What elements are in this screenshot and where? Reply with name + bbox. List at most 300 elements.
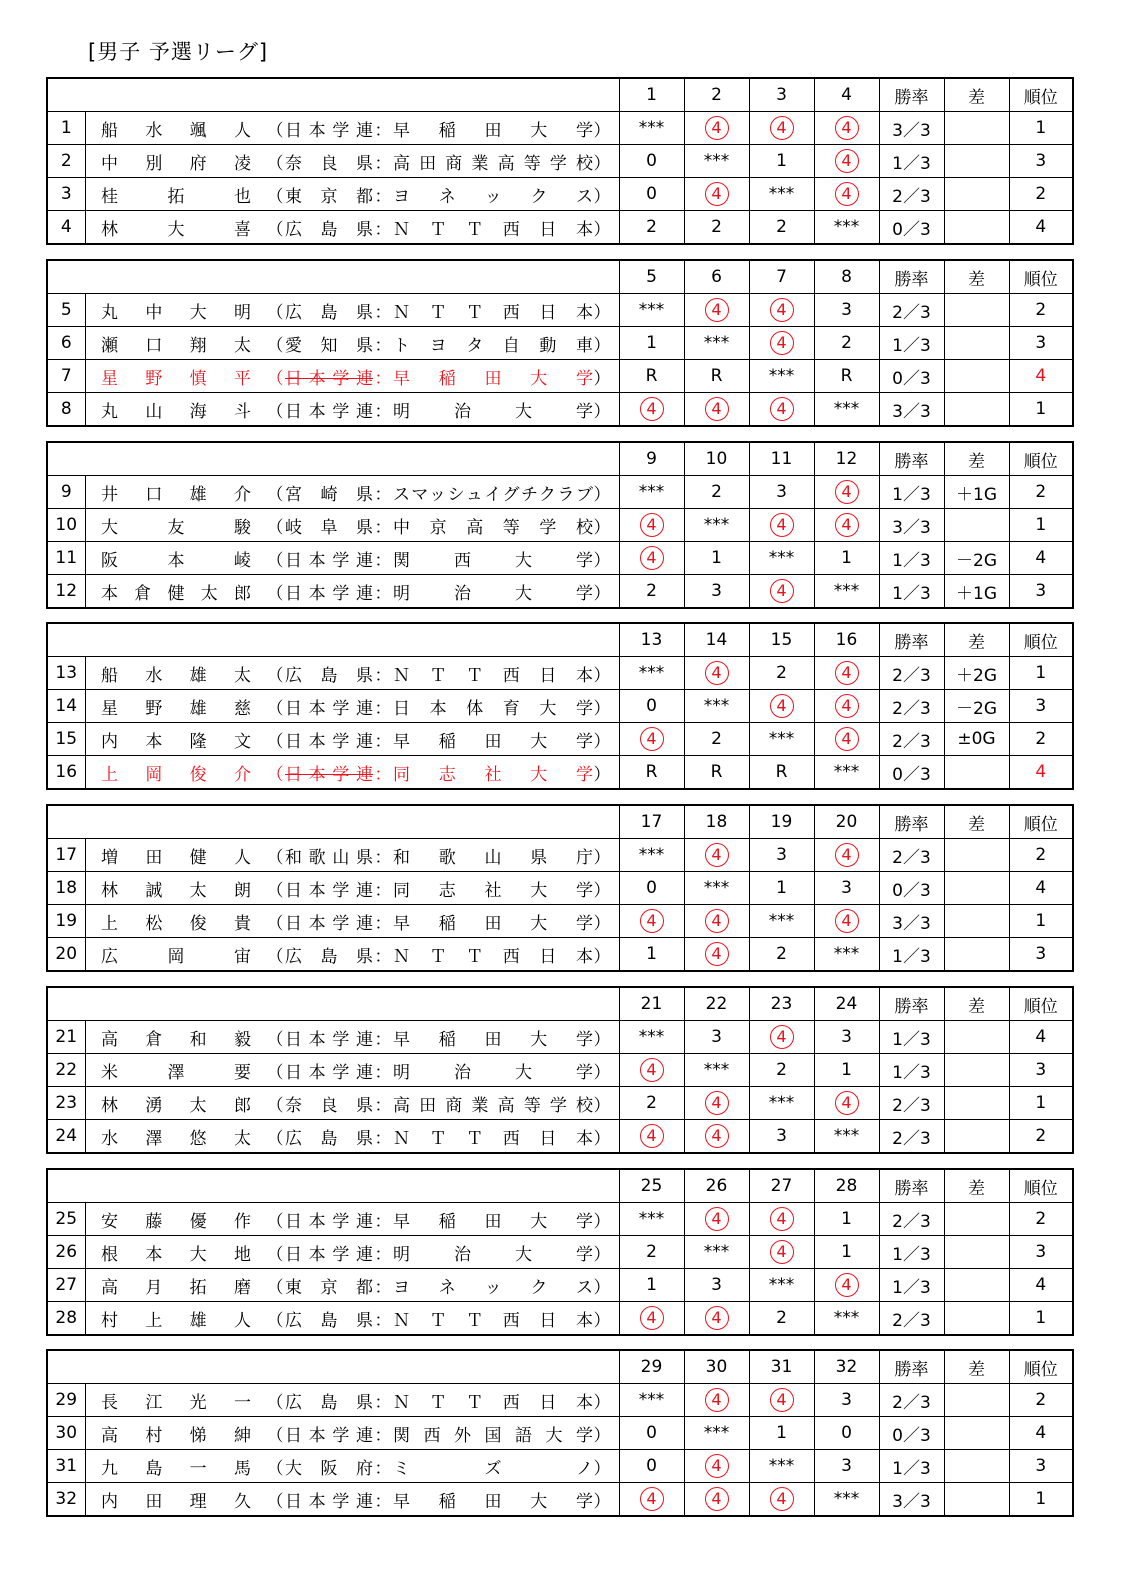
match-result — [684, 1054, 749, 1087]
rank: 4 — [1009, 542, 1073, 575]
match-result — [684, 938, 749, 972]
player-row — [47, 839, 1073, 872]
rank: 3 — [1009, 1054, 1073, 1087]
separator: ： — [374, 946, 392, 967]
column-number: 22 — [684, 987, 749, 1021]
win-mark: 4 — [770, 1207, 794, 1231]
win-rate: 3／3 — [879, 393, 944, 427]
result-value: 1 — [711, 548, 722, 568]
match-result — [749, 1384, 814, 1417]
match-result — [684, 1269, 749, 1302]
player-name: 上岡俊介 — [101, 764, 251, 785]
result-value: *** — [768, 548, 795, 568]
player-number: 24 — [47, 1120, 85, 1154]
paren-close: ） — [593, 764, 611, 785]
game-diff — [944, 938, 1009, 972]
match-result — [619, 690, 684, 723]
match-result — [619, 1417, 684, 1450]
league-group-table — [46, 1168, 1074, 1336]
rank: 1 — [1009, 1302, 1073, 1336]
player-affiliation: 関西大学 — [393, 550, 593, 571]
rank: 2 — [1009, 294, 1073, 327]
player-row — [47, 542, 1073, 575]
result-value: 3 — [711, 1027, 722, 1047]
paren-open: （ — [266, 120, 284, 141]
match-result — [814, 872, 879, 905]
win-mark: 4 — [835, 727, 859, 751]
player-number: 31 — [47, 1450, 85, 1483]
player-info — [85, 542, 619, 575]
player-prefecture: 日本学連 — [285, 401, 373, 422]
player-row — [47, 294, 1073, 327]
game-diff — [944, 1384, 1009, 1417]
match-result — [619, 1120, 684, 1154]
player-affiliation: ヨネックス — [393, 1277, 593, 1298]
game-diff — [944, 1120, 1009, 1154]
player-number: 30 — [47, 1417, 85, 1450]
paren-open: （ — [266, 764, 284, 785]
result-value: *** — [768, 729, 795, 749]
game-diff: ＋1G — [944, 476, 1009, 509]
match-result — [619, 905, 684, 938]
player-info — [85, 112, 619, 145]
match-result — [814, 1417, 879, 1450]
result-value: *** — [833, 1308, 860, 1328]
column-number: 6 — [684, 260, 749, 294]
paren-open: （ — [266, 1211, 284, 1232]
player-name: 林誠太朗 — [101, 880, 251, 901]
game-diff — [944, 294, 1009, 327]
diff-header: 差 — [944, 442, 1009, 476]
column-number: 5 — [619, 260, 684, 294]
player-name: 長江光一 — [101, 1392, 251, 1413]
player-affiliation: 日本体育大学 — [393, 698, 593, 719]
paren-open: （ — [266, 335, 284, 356]
game-diff — [944, 1236, 1009, 1269]
column-number: 7 — [749, 260, 814, 294]
win-mark: 4 — [770, 331, 794, 355]
result-value: 2 — [776, 217, 787, 237]
win-mark: 4 — [640, 397, 664, 421]
win-mark: 4 — [640, 1487, 664, 1511]
player-affiliation: 高田商業高等学校 — [393, 1095, 593, 1116]
result-value: *** — [833, 581, 860, 601]
player-row — [47, 1483, 1073, 1517]
player-number: 6 — [47, 327, 85, 360]
result-value: 3 — [711, 581, 722, 601]
result-value: 3 — [841, 1027, 852, 1047]
win-rate: 0／3 — [879, 360, 944, 393]
rank: 1 — [1009, 1087, 1073, 1120]
separator: ： — [374, 1310, 392, 1331]
paren-close: ） — [593, 1128, 611, 1149]
league-group-table — [46, 441, 1074, 609]
separator: ： — [374, 1128, 392, 1149]
result-value: 3 — [776, 845, 787, 865]
win-mark: 4 — [770, 1388, 794, 1412]
win-mark: 4 — [705, 1306, 729, 1330]
result-value: 1 — [841, 1209, 852, 1229]
paren-open: （ — [266, 583, 284, 604]
player-name: 林大喜 — [101, 219, 251, 240]
match-result — [619, 476, 684, 509]
separator: ： — [374, 153, 392, 174]
paren-close: ） — [593, 1392, 611, 1413]
game-diff — [944, 1087, 1009, 1120]
result-value: 1 — [776, 878, 787, 898]
win-mark: 4 — [705, 843, 729, 867]
result-value: 2 — [776, 944, 787, 964]
player-name: 瀬口翔太 — [101, 335, 251, 356]
match-result — [749, 327, 814, 360]
result-value: R — [840, 366, 853, 386]
separator: ： — [374, 186, 392, 207]
player-number: 25 — [47, 1203, 85, 1236]
rank: 1 — [1009, 112, 1073, 145]
win-mark: 4 — [770, 1025, 794, 1049]
player-info — [85, 1087, 619, 1120]
separator: ： — [374, 401, 392, 422]
separator: ： — [374, 665, 392, 686]
column-number: 20 — [814, 805, 879, 839]
player-row — [47, 476, 1073, 509]
match-result — [749, 360, 814, 393]
win-mark: 4 — [640, 727, 664, 751]
paren-close: ） — [593, 847, 611, 868]
match-result — [619, 145, 684, 178]
player-name: 阪本崚 — [101, 550, 251, 571]
paren-open: （ — [266, 1491, 284, 1512]
player-number: 16 — [47, 756, 85, 790]
separator: ： — [374, 335, 392, 356]
player-affiliation: 早稲田大学 — [393, 1029, 593, 1050]
player-info — [85, 872, 619, 905]
column-number: 24 — [814, 987, 879, 1021]
match-result — [749, 1054, 814, 1087]
player-prefecture: 奈良県 — [285, 1095, 373, 1116]
player-row — [47, 145, 1073, 178]
player-row — [47, 1269, 1073, 1302]
player-number: 23 — [47, 1087, 85, 1120]
player-prefecture: 広島県 — [285, 946, 373, 967]
separator: ： — [374, 1425, 392, 1446]
diff-header: 差 — [944, 805, 1009, 839]
rank: 1 — [1009, 905, 1073, 938]
separator: ： — [374, 219, 392, 240]
player-name: 上松俊貴 — [101, 913, 251, 934]
diff-header: 差 — [944, 260, 1009, 294]
paren-close: ） — [593, 120, 611, 141]
rank-header: 順位 — [1009, 78, 1073, 112]
player-name: 広岡宙 — [101, 946, 251, 967]
player-number: 19 — [47, 905, 85, 938]
player-name: 大友駿 — [101, 517, 251, 538]
player-row — [47, 575, 1073, 609]
match-result — [749, 905, 814, 938]
column-number: 29 — [619, 1350, 684, 1384]
match-result — [684, 509, 749, 542]
player-number: 32 — [47, 1483, 85, 1517]
result-value: 2 — [841, 333, 852, 353]
player-number: 12 — [47, 575, 85, 609]
match-result — [684, 327, 749, 360]
win-rate: 2／3 — [879, 1087, 944, 1120]
win-mark: 4 — [770, 694, 794, 718]
match-result — [619, 1269, 684, 1302]
match-result — [684, 1236, 749, 1269]
paren-close: ） — [593, 913, 611, 934]
paren-close: ） — [593, 1491, 611, 1512]
paren-close: ） — [593, 1211, 611, 1232]
win-rate: 1／3 — [879, 327, 944, 360]
win-mark: 4 — [705, 909, 729, 933]
league-group-table — [46, 77, 1074, 245]
win-rate: 2／3 — [879, 294, 944, 327]
match-result — [684, 1483, 749, 1517]
player-name: 桂拓也 — [101, 186, 251, 207]
match-result — [619, 575, 684, 609]
header-row — [47, 1350, 1073, 1384]
paren-open: （ — [266, 1095, 284, 1116]
win-rate: 1／3 — [879, 1054, 944, 1087]
player-affiliation: 高田商業高等学校 — [393, 153, 593, 174]
player-prefecture: 宮崎県 — [285, 484, 373, 505]
win-rate-header: 勝率 — [879, 260, 944, 294]
player-row — [47, 905, 1073, 938]
column-number: 17 — [619, 805, 684, 839]
player-row — [47, 690, 1073, 723]
column-number: 23 — [749, 987, 814, 1021]
player-info — [85, 1120, 619, 1154]
win-rate: 1／3 — [879, 1236, 944, 1269]
win-mark: 4 — [770, 1240, 794, 1264]
player-info — [85, 1269, 619, 1302]
match-result — [749, 211, 814, 245]
game-diff: ＋1G — [944, 575, 1009, 609]
column-number: 19 — [749, 805, 814, 839]
player-prefecture: 広島県 — [285, 1128, 373, 1149]
player-prefecture: 日本学連 — [285, 1491, 373, 1512]
player-prefecture: 広島県 — [285, 219, 373, 240]
result-value: *** — [703, 878, 730, 898]
result-value: *** — [833, 1126, 860, 1146]
match-result — [684, 1302, 749, 1336]
match-result — [749, 1087, 814, 1120]
rank: 4 — [1009, 872, 1073, 905]
player-affiliation: ＮＴＴ西日本 — [393, 1310, 593, 1331]
rank-header: 順位 — [1009, 442, 1073, 476]
match-result — [749, 476, 814, 509]
match-result — [749, 575, 814, 609]
result-value: 3 — [776, 1126, 787, 1146]
separator: ： — [374, 1095, 392, 1116]
match-result — [749, 145, 814, 178]
match-result — [749, 1483, 814, 1517]
match-result — [619, 872, 684, 905]
player-info — [85, 1021, 619, 1054]
result-value: *** — [703, 1423, 730, 1443]
match-result — [684, 112, 749, 145]
match-result — [814, 542, 879, 575]
player-info — [85, 839, 619, 872]
match-result — [684, 1120, 749, 1154]
result-value: R — [645, 762, 658, 782]
result-value: R — [645, 366, 658, 386]
player-number: 4 — [47, 211, 85, 245]
win-mark: 4 — [835, 843, 859, 867]
player-name: 林湧太郎 — [101, 1095, 251, 1116]
paren-open: （ — [266, 1128, 284, 1149]
win-mark: 4 — [705, 1091, 729, 1115]
win-mark: 4 — [835, 661, 859, 685]
win-mark: 4 — [835, 149, 859, 173]
rank-header: 順位 — [1009, 1169, 1073, 1203]
match-result — [749, 1450, 814, 1483]
player-name: 高倉和毅 — [101, 1029, 251, 1050]
win-mark: 4 — [770, 513, 794, 537]
column-number: 8 — [814, 260, 879, 294]
player-name: 安藤優作 — [101, 1211, 251, 1232]
match-result — [749, 1302, 814, 1336]
player-name: 内本隆文 — [101, 731, 251, 752]
player-info — [85, 905, 619, 938]
win-mark: 4 — [835, 182, 859, 206]
result-value: 0 — [841, 1423, 852, 1443]
match-result — [619, 1021, 684, 1054]
player-prefecture: 奈良県 — [285, 153, 373, 174]
paren-open: （ — [266, 1425, 284, 1446]
win-rate-header: 勝率 — [879, 805, 944, 839]
player-row — [47, 1120, 1073, 1154]
rank-header: 順位 — [1009, 987, 1073, 1021]
match-result — [814, 360, 879, 393]
league-group-table — [46, 622, 1074, 790]
game-diff — [944, 393, 1009, 427]
win-mark: 4 — [770, 116, 794, 140]
player-info — [85, 1054, 619, 1087]
paren-open: （ — [266, 946, 284, 967]
paren-open: （ — [266, 1244, 284, 1265]
player-affiliation: ＮＴＴ西日本 — [393, 1128, 593, 1149]
match-result — [619, 1087, 684, 1120]
rank: 1 — [1009, 1483, 1073, 1517]
match-result — [684, 294, 749, 327]
result-value: *** — [768, 1456, 795, 1476]
match-result — [814, 1384, 879, 1417]
player-affiliation: ＮＴＴ西日本 — [393, 946, 593, 967]
column-number: 2 — [684, 78, 749, 112]
match-result — [749, 1120, 814, 1154]
paren-close: ） — [593, 219, 611, 240]
player-name: 内田理久 — [101, 1491, 251, 1512]
win-rate: 2／3 — [879, 1120, 944, 1154]
result-value: 3 — [841, 1456, 852, 1476]
header-blank — [47, 1169, 619, 1203]
result-value: *** — [833, 1489, 860, 1509]
player-info — [85, 1203, 619, 1236]
paren-open: （ — [266, 401, 284, 422]
column-number: 32 — [814, 1350, 879, 1384]
rank: 2 — [1009, 1120, 1073, 1154]
rank-header: 順位 — [1009, 805, 1073, 839]
win-mark: 4 — [770, 1487, 794, 1511]
win-rate: 0／3 — [879, 756, 944, 790]
match-result — [749, 1236, 814, 1269]
paren-close: ） — [593, 1244, 611, 1265]
result-value: 2 — [711, 217, 722, 237]
column-number: 9 — [619, 442, 684, 476]
result-value: *** — [638, 482, 665, 502]
result-value: 1 — [841, 1242, 852, 1262]
player-affiliation: 早稲田大学 — [393, 913, 593, 934]
player-affiliation: 早稲田大学 — [393, 731, 593, 752]
player-name: 高村悌紳 — [101, 1425, 251, 1446]
player-number: 28 — [47, 1302, 85, 1336]
result-value: 3 — [776, 482, 787, 502]
win-rate: 1／3 — [879, 1450, 944, 1483]
player-prefecture: 東京都 — [285, 186, 373, 207]
diff-header: 差 — [944, 1169, 1009, 1203]
win-rate-header: 勝率 — [879, 987, 944, 1021]
player-prefecture: 和歌山県 — [285, 847, 373, 868]
player-name: 星野雄慈 — [101, 698, 251, 719]
match-result — [749, 178, 814, 211]
column-number: 10 — [684, 442, 749, 476]
result-value: 2 — [646, 1093, 657, 1113]
paren-close: ） — [593, 550, 611, 571]
player-number: 17 — [47, 839, 85, 872]
win-mark: 4 — [770, 579, 794, 603]
player-prefecture: 広島県 — [285, 1392, 373, 1413]
player-info — [85, 327, 619, 360]
result-value: 2 — [776, 1060, 787, 1080]
separator: ： — [374, 484, 392, 505]
win-mark: 4 — [705, 1124, 729, 1148]
player-info — [85, 360, 619, 393]
player-affiliation: 和歌山県庁 — [393, 847, 593, 868]
match-result — [684, 476, 749, 509]
separator: ： — [374, 368, 392, 389]
player-name: 丸中大明 — [101, 302, 251, 323]
win-rate-header: 勝率 — [879, 623, 944, 657]
result-value: *** — [833, 217, 860, 237]
paren-close: ） — [593, 153, 611, 174]
league-group-table — [46, 259, 1074, 427]
player-number: 10 — [47, 509, 85, 542]
win-rate: 3／3 — [879, 112, 944, 145]
player-info — [85, 1417, 619, 1450]
match-result — [814, 1302, 879, 1336]
paren-close: ） — [593, 665, 611, 686]
player-info — [85, 575, 619, 609]
win-mark: 4 — [835, 480, 859, 504]
match-result — [749, 112, 814, 145]
player-info — [85, 393, 619, 427]
paren-open: （ — [266, 1310, 284, 1331]
player-prefecture: 日本学連 — [285, 1211, 373, 1232]
player-row — [47, 211, 1073, 245]
player-name: 水澤悠太 — [101, 1128, 251, 1149]
result-value: *** — [703, 696, 730, 716]
win-mark: 4 — [640, 1306, 664, 1330]
result-value: *** — [703, 1060, 730, 1080]
player-affiliation: 関西外国語大学 — [393, 1425, 593, 1446]
player-info — [85, 723, 619, 756]
result-value: 1 — [776, 1423, 787, 1443]
match-result — [814, 839, 879, 872]
match-result — [619, 657, 684, 690]
match-result — [814, 1269, 879, 1302]
